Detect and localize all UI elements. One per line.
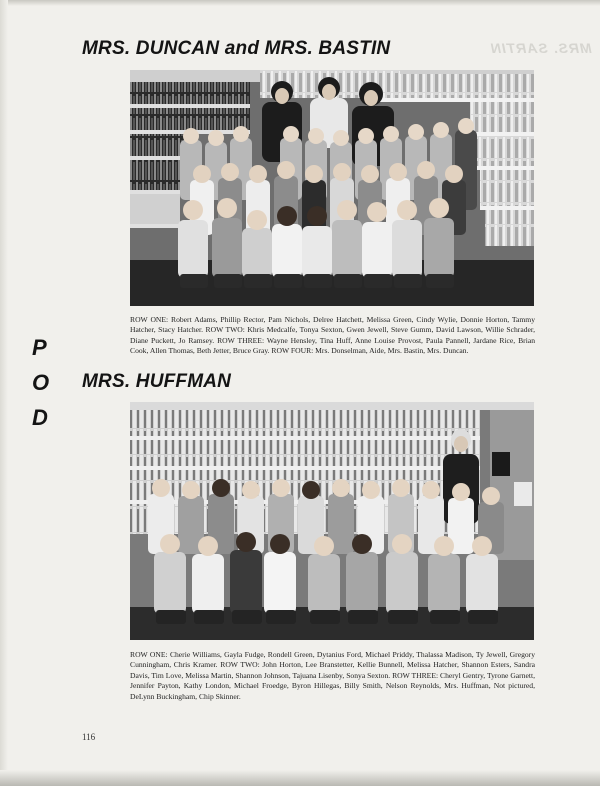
side-letter-o: O: [32, 370, 50, 395]
class-heading-huffman: MRS. HUFFMAN: [82, 371, 232, 392]
page-left-edge: [0, 0, 8, 786]
class-photo-image: [130, 402, 534, 640]
page-top-edge: [0, 0, 600, 6]
class-photo-huffman: [130, 402, 534, 640]
class-caption-huffman: ROW ONE: Cherie Williams, Gayla Fudge, Rondell Green, Dytanius Ford, Michael Priddy, Thalassa Madison, Ty Jewell, Gregory Cunningham, Chris Kramer. ROW TWO: John Horton, Lee Branstetter, Kellie Bunnell, Melissa Hatcher, Shannon Esters, Sandra Davis, Tim Love, Melissa Martin, Shannon Johnson, Tajuana Lisenby, Sonya Sexton. ROW THREE: Cheryl Gentry, Tyrone Garnett, Jennifer Payton, Kathy London, Michael Froedge, Byron Hillegas, Billy Smith, Nelson Reynolds, Mrs. Huffman, Not pictured, DeLynn Buckingham, Chip Skinner.: [130, 650, 535, 701]
side-letter-d: D: [32, 405, 48, 430]
class-photo-duncan-bastin: [130, 70, 534, 306]
class-photo-image: [130, 70, 534, 306]
page-number: 116: [82, 732, 96, 742]
page-bottom-edge: [0, 770, 600, 786]
side-letter-p: P: [32, 335, 47, 360]
class-heading-duncan-bastin: MRS. DUNCAN and MRS. BASTIN: [82, 38, 391, 59]
bleed-through-text: MRS. SARTIN: [490, 40, 592, 56]
class-caption-duncan-bastin: ROW ONE: Robert Adams, Phillip Rector, Pam Nichols, Delree Hatchett, Melissa Green, Cindy Wylie, Donnie Horton, Tammy Hatcher, Stacy Hatcher. ROW TWO: Khris Medcalfe, Tonya Sexton, Gwen Jewell, Steve Gumm, David Lawson, Willie Schrader, Diane Puckett, Jo Ramsey. ROW THREE: Wayne Hensley, Tina Huff, Anne Louise Provost, Paula Pannell, Jardane Rice, Brian Cook, Allen Thomas, Beth Jetter, Bruce Gray. ROW FOUR: Mrs. Donselman, Aide, Mrs. Bastin, Mrs. Duncan.: [130, 315, 535, 356]
